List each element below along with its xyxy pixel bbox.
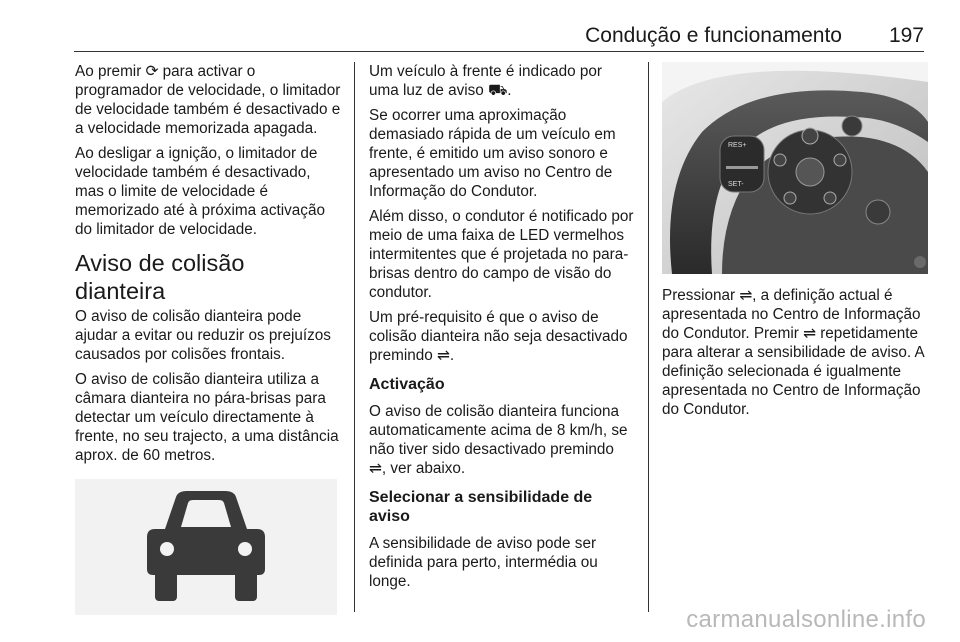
steering-wheel-photo [662, 62, 928, 274]
header-divider [74, 51, 924, 52]
paragraph: Se ocorrer uma aproximação demasiado rápida de um veículo em frente, é emitido um aviso sonoro e apresentado um aviso no Centro de Informação do Condutor. [369, 107, 616, 200]
limiter-icon [834, 154, 846, 166]
paragraph: Um veículo à frente é indicado por uma luz de aviso ⛟. [369, 63, 602, 99]
warning-light-illustration [75, 479, 337, 615]
paragraph: O aviso de colisão dianteira funciona automaticamente acima de 8 km/h, se não tiver sido desactivado premindo ⇌, ver abaixo. [369, 403, 628, 477]
paragraph: Ao premir ⟳ para activar o programador de velocidade, o limitador de velocidade também é desactivado e a velocidade memorizada apagada. [75, 63, 341, 137]
paragraph: O aviso de colisão dianteira utiliza a câmara dianteira no pára-brisas para detectar um veículo directamente à frente, no seu trajecto, a uma distância aprox. de 60 metros. [75, 371, 339, 464]
section-heading: Aviso de colisão dianteira [75, 250, 245, 304]
paragraph: Um pré-requisito é que o aviso de colisão dianteira não seja desactivado premindo ⇌. [369, 309, 628, 364]
watermark: carmanualsonline.info [686, 606, 926, 633]
column-2 [369, 62, 635, 597]
paragraph: Ao desligar a ignição, o limitador de velocidade também é desactivado, mas o limite de velocidade é memorizado até à próxima activação do limitador de velocidade. [75, 145, 325, 238]
paragraph: O aviso de colisão dianteira pode ajudar a evitar ou reduzir os prejuízos causados por colisões frontais. [75, 308, 331, 363]
paragraph: Pressionar ⇌, a definição actual é apresentada no Centro de Informação do Condutor. Premir ⇌ repetidamente para alterar a sensibilidade de aviso. A definição selecionada é igualmente apresentada no Centro de Informação do Condutor. [662, 287, 924, 418]
paragraph: A sensibilidade de aviso pode ser definida para perto, intermédia ou longe. [369, 535, 598, 590]
page-header [74, 22, 924, 52]
res-label: RES+ [728, 142, 747, 149]
column-divider [648, 62, 649, 612]
cruise-control-icon [774, 154, 786, 166]
sensitivity-icon [802, 128, 818, 144]
subsection-heading: Activação [369, 376, 445, 393]
subsection-heading: Selecionar a sensibilidade de aviso [369, 489, 593, 525]
column-divider [354, 62, 355, 612]
car-front-icon [75, 479, 337, 615]
column-1 [75, 62, 341, 615]
column-3 [662, 62, 928, 425]
section-title: Condução e funcionamento [585, 24, 842, 47]
steering-wheel-controls-illustration [662, 62, 928, 274]
set-label: SET- [728, 181, 744, 188]
paragraph: Além disso, o condutor é notificado por meio de uma faixa de LED vermelhos intermitentes que é projetada no para-brisas dentro do campo de visão do condutor. [369, 208, 634, 301]
page-number: 197 [888, 24, 924, 47]
